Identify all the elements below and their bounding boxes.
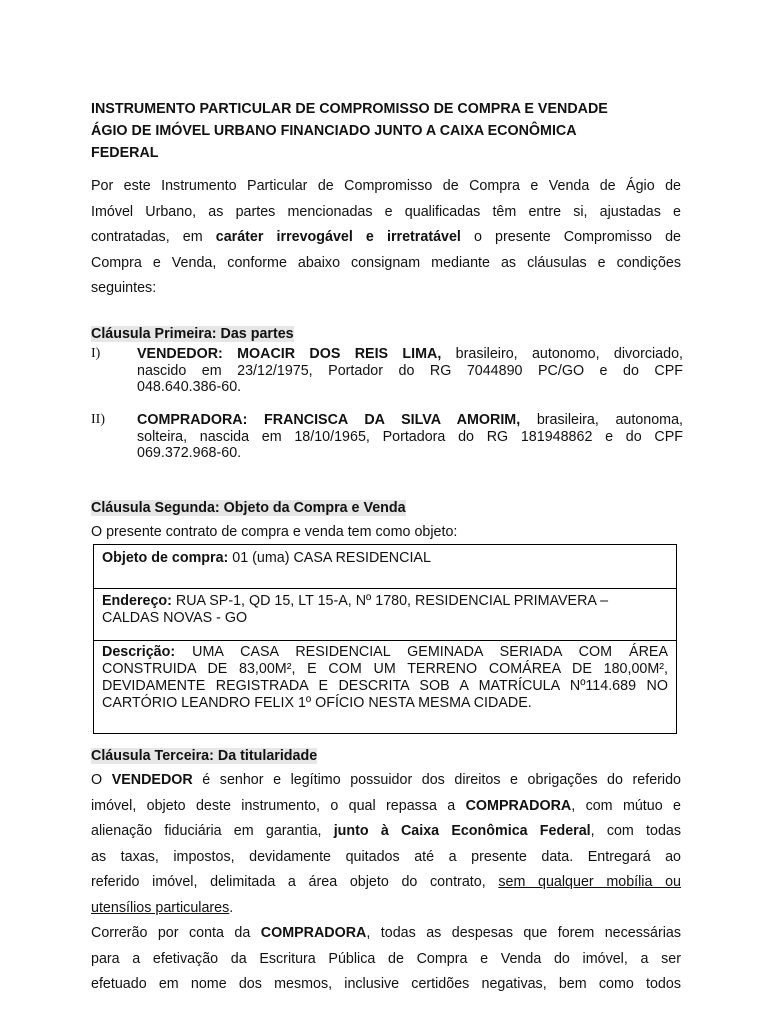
- intro-paragraph: [91, 174, 681, 302]
- seller-label: VENDEDOR: MOACIR DOS REIS LIMA,: [137, 346, 442, 362]
- buyer-details: solteira, nascida em 18/10/1965, Portadora do RG 181948862 e do CPF: [137, 428, 683, 445]
- title-line: ÁGIO DE IMÓVEL URBANO FINANCIADO JUNTO A CAIXA ECONÔMICA: [91, 123, 577, 139]
- seller-party: I) VENDEDOR: MOACIR DOS REIS LIMA, brasileiro, autonomo, divorciado, nascido em 23/12/1975, Portador do RG 7044890 PC/GO e do CPF 048.640.386-60.: [91, 346, 684, 395]
- clause2-heading: Cláusula Segunda: Objeto da Compra e Venda: [91, 500, 406, 516]
- clause3-line: para a efetivação da Escritura Pública de Compra e Venda do imóvel, a ser: [91, 950, 681, 967]
- buyer-term: COMPRADORA: [465, 797, 572, 814]
- address-label: Endereço:: [102, 593, 172, 609]
- caixa-term: junto à Caixa Econômica Federal: [333, 823, 591, 839]
- no-furniture-phrase: utensílios particulares: [91, 899, 230, 916]
- description-row: Descrição: UMA CASA RESIDENCIAL GEMINADA SERIADA COM ÁREA CONSTRUIDA DE 83,00M², E COM UM TERRENO COMÁREA DE 180,00M², DEVIDAMENTE REGISTRADA E DESCRITA SOB A MATRÍCULA Nº114.689 NO CARTÓRIO LEANDRO FELIX 1º OFÍCIO NESTA MESMA CIDADE.: [102, 644, 668, 711]
- intro-line: contratadas, em caráter irrevogável e irretratável o presente Compromisso de: [91, 229, 681, 245]
- title-line: FEDERAL: [91, 145, 159, 161]
- document-title: [91, 98, 691, 164]
- buyer-number: II): [91, 412, 105, 427]
- seller-details: nascido em 23/12/1975, Portador do RG 7044890 PC/GO e do CPF: [137, 362, 683, 379]
- clause3-line: as taxas, impostos, devidamente quitados até a presente data. Entregará ao: [91, 848, 681, 865]
- object-table: [93, 544, 677, 734]
- description-line: CONSTRUIDA DE 83,00M², E COM UM TERRENO COMÁREA DE 180,00M²,: [102, 661, 668, 677]
- seller-number: I): [91, 346, 101, 361]
- buyer-term: COMPRADORA: [260, 925, 367, 941]
- object-row: [94, 545, 676, 589]
- no-furniture-phrase: sem qualquer mobília ou: [498, 874, 681, 890]
- buyer-party: II) COMPRADORA: FRANCISCA DA SILVA AMORIM, brasileira, autonoma, solteira, nascida em 18/10/1965, Portadora do RG 181948862 e do CPF 069.372.968-60.: [91, 412, 684, 461]
- buyer-cpf: 069.372.968-60.: [137, 445, 242, 461]
- address-row: [94, 589, 676, 641]
- intro-line: seguintes:: [91, 280, 157, 296]
- description-label: Descrição:: [102, 644, 176, 660]
- clause3-line: efetuado em nome dos mesmos, inclusive certidões negativas, bem como todos: [91, 976, 681, 992]
- title-line: INSTRUMENTO PARTICULAR DE COMPROMISSO DE COMPRA E VENDADE: [91, 101, 608, 117]
- clause2-intro: O presente contrato de compra e venda tem como objeto:: [91, 524, 458, 540]
- intro-line: Compra e Venda, conforme abaixo consignam mediante as cláusulas e condições: [91, 254, 681, 271]
- clause3-paragraph: O VENDEDOR é senhor e legítimo possuidor dos direitos e obrigações do referido imóvel, objeto deste instrumento, o qual repassa a COMPRADORA, com mútuo e alienação fiduciária em garantia, junto à Caixa Econômica Federal, com todas as taxas, impostos, devidamente quitados até a presente data. Entregará ao referido imóvel, delimitada a área objeto do contrato, sem qualquer mobília ou utensílios particulares. Correrão por conta da COMPRADORA, todas as despesas que forem necessárias para a efetivação da Escritura Pública de Compra e Venda do imóvel, a ser efetuado em nome dos mesmos, inclusive certidões negativas, bem como todos: [91, 768, 681, 998]
- object-value: 01 (uma) CASA RESIDENCIAL: [228, 550, 431, 566]
- clause3-heading: Cláusula Terceira: Da titularidade: [91, 748, 318, 764]
- clause1-heading: Cláusula Primeira: Das partes: [91, 326, 294, 342]
- address-line: CALDAS NOVAS - GO: [102, 609, 248, 626]
- object-label: Objeto de compra:: [102, 550, 229, 566]
- address-line: RUA SP-1, QD 15, LT 15-A, Nº 1780, RESIDENCIAL PRIMAVERA –: [171, 593, 609, 609]
- seller-cpf: 048.640.386-60.: [137, 379, 242, 395]
- intro-line: Por este Instrumento Particular de Compromisso de Compra e Venda de Ágio de: [91, 178, 681, 194]
- intro-line: Imóvel Urbano, as partes mencionadas e qualificadas têm entre si, ajustadas e: [91, 203, 681, 220]
- irrevocable-phrase: caráter irrevogável e irretratável: [215, 229, 461, 245]
- description-line: DEVIDAMENTE REGISTRADA E DESCRITA SOB A MATRÍCULA Nº114.689 NO: [102, 678, 668, 694]
- vendor-term: VENDEDOR: [111, 772, 193, 788]
- description-line: CARTÓRIO LEANDRO FELIX 1º OFÍCIO NESTA MESMA CIDADE.: [102, 695, 532, 711]
- buyer-label: COMPRADORA: FRANCISCA DA SILVA AMORIM,: [137, 412, 521, 428]
